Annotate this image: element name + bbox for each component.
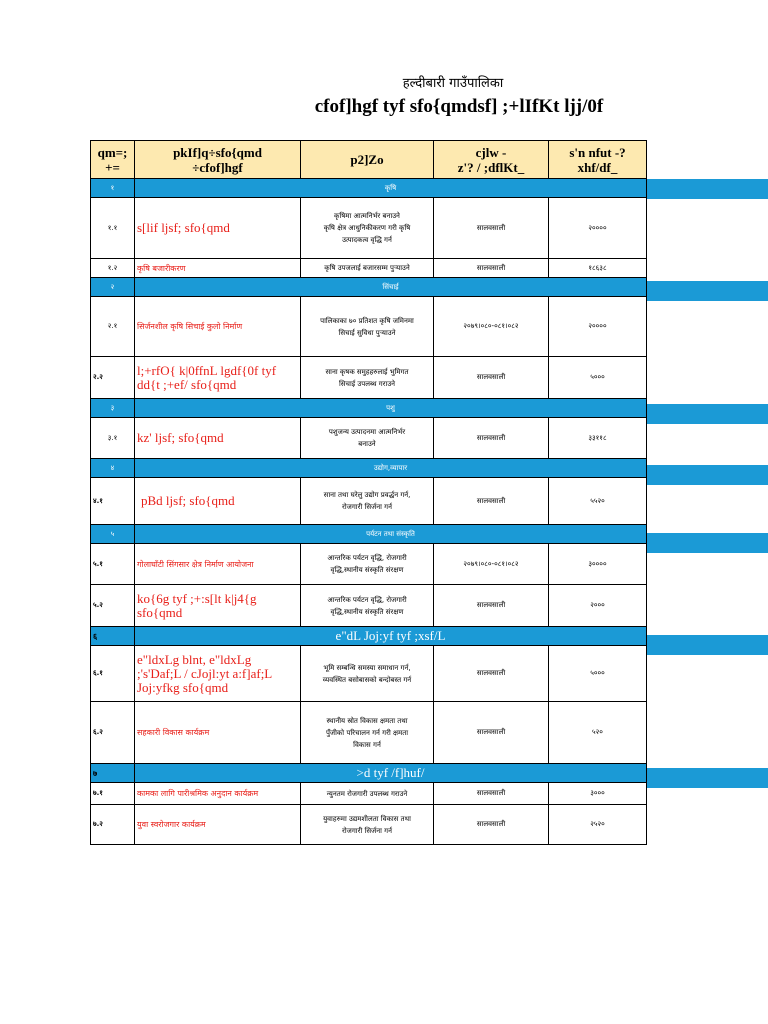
program-name: कृषि बजारीकरण: [135, 259, 301, 278]
cost-cell: २५२०: [549, 805, 647, 845]
program-name: कामका लागि पारीश्रमिक अनुदान कार्यक्रम: [135, 783, 301, 805]
section-label: पर्यटन तथा संस्कृति: [135, 525, 647, 544]
program-name: s[lif ljsf; sfo{qmd: [135, 198, 301, 259]
cost-cell: २०००: [549, 585, 647, 627]
section-strip: [646, 768, 768, 788]
table-row: [91, 646, 647, 702]
period-cell: सालवसाली: [434, 198, 549, 259]
section-label: >d tyf /f]huf/: [135, 764, 647, 783]
section-number: १: [91, 179, 135, 198]
cost-cell: २००००: [549, 198, 647, 259]
section-row: [91, 627, 647, 646]
col-cost-header: s'n nfut -? xhf/df_: [549, 141, 647, 179]
section-row: [91, 399, 647, 418]
row-number: १.१: [91, 198, 135, 259]
objective-line: आन्तरिक पर्यटन वृद्धि, रोजगारी: [327, 554, 407, 562]
period-cell: सालवसाली: [434, 805, 549, 845]
objective-cell: [301, 585, 434, 627]
section-number: ७: [91, 764, 135, 783]
section-number: २: [91, 278, 135, 297]
table-row: [91, 297, 647, 357]
program-name: e"ldxLg blnt, e"ldxLg ;'s'Daf;L / cJojl:yt a:f]af;L Joj:yfkg sfo{qmd: [135, 646, 301, 702]
objective-cell: [301, 783, 434, 805]
program-name: ko{6g tyf ;+:s[lt k|j4{g sfo{qmd: [135, 585, 301, 627]
program-summary-table: [90, 140, 647, 845]
col-serial-header: qm=; +=: [91, 141, 135, 179]
program-name: l;+rfO{ k|0ffnL lgdf{0f tyf dd{t ;+ef/ sfo{qmd: [135, 357, 301, 399]
objective-line: आन्तरिक पर्यटन वृद्धि, रोजगारी: [327, 595, 407, 604]
objective-line: साना तथा घरेलु उद्योग प्रवर्द्धन गर्न,: [323, 491, 411, 499]
cost-cell: ३००००: [549, 544, 647, 585]
section-number: ६: [91, 627, 135, 646]
table-row: [91, 585, 647, 627]
objective-line: बनाउने: [358, 440, 376, 448]
row-number: २.१: [91, 297, 135, 357]
table-row: [91, 259, 647, 278]
col-objective-header: p2]Zo: [301, 141, 434, 179]
row-number: ६.२: [91, 702, 135, 764]
section-row: [91, 278, 647, 297]
objective-line: कृषिमा आत्मनिर्भर बनाउने: [334, 212, 400, 220]
objective-cell: [301, 259, 434, 278]
cost-cell: २००००: [549, 297, 647, 357]
row-number: ७.२: [91, 805, 135, 845]
objective-line: पुँजीको परिचालन गर्न गरी क्षमता: [325, 728, 409, 737]
objective-line: रोजगारी सिर्जना गर्न: [341, 503, 392, 511]
objective-line: स्थानीय स्रोत विकास क्षमता तथा: [326, 716, 408, 725]
objective-line: न्युनतम रोजगारी उपलब्ध गराउने: [326, 789, 408, 798]
objective-cell: [301, 418, 434, 459]
objective-cell: [301, 544, 434, 585]
objective-cell: [301, 478, 434, 525]
objective-cell: [301, 357, 434, 399]
row-number: १.२: [91, 259, 135, 278]
objective-line: कृषि उपजलाई बजारसम्म पुऱ्याउने: [324, 264, 410, 272]
section-number: ३: [91, 399, 135, 418]
section-number: ४: [91, 459, 135, 478]
section-label: पशु: [135, 399, 647, 418]
period-cell: सालवसाली: [434, 702, 549, 764]
period-cell: सालवसाली: [434, 646, 549, 702]
program-name: सहकारी विकास कार्यक्रम: [135, 702, 301, 764]
row-number: ६.१: [91, 646, 135, 702]
municipality-name: हल्दीबारी गाउँपालिका: [402, 76, 504, 91]
section-label: उद्योग,व्यापार: [135, 459, 647, 478]
objective-line: वृद्धि,स्थानीय संस्कृति संरक्षण: [330, 607, 404, 616]
section-row: [91, 525, 647, 544]
section-row: [91, 459, 647, 478]
row-number: ३.१: [91, 418, 135, 459]
section-strip: [646, 533, 768, 553]
objective-cell: [301, 198, 434, 259]
table-row: [91, 783, 647, 805]
cost-cell: ५०००: [549, 646, 647, 702]
objective-cell: [301, 646, 434, 702]
table-row: [91, 805, 647, 845]
period-cell: सालवसाली: [434, 418, 549, 459]
section-label: e"dL Joj:yf tyf ;xsf/L: [135, 627, 647, 646]
objective-line: रोजगारी सिर्जना गर्न: [341, 826, 392, 835]
period-cell: सालवसाली: [434, 783, 549, 805]
objective-cell: [301, 297, 434, 357]
objective-line: कृषि क्षेत्र आधुनिकीकरण गरी कृषि: [323, 224, 411, 232]
col-program-header: pkIf]q÷sfo{qmd ÷cfof]hgf: [135, 141, 301, 179]
row-number: ४.१: [91, 478, 135, 525]
section-row: [91, 764, 647, 783]
table-row: [91, 357, 647, 399]
objective-cell: [301, 805, 434, 845]
row-number: २.२: [91, 357, 135, 399]
objective-line: सिचाई उपलब्ध गराउने: [338, 379, 396, 388]
objective-line: वृद्धि,स्थानीय संस्कृति संरक्षण: [330, 566, 404, 574]
objective-line: युवाहरुमा उद्यमशीलता विकास तथा: [323, 814, 411, 823]
row-number: ७.१: [91, 783, 135, 805]
program-name: pBd ljsf; sfo{qmd: [135, 478, 301, 525]
objective-line: विकास गर्न: [353, 740, 381, 749]
period-cell: सालवसाली: [434, 585, 549, 627]
cost-cell: ५२०: [549, 702, 647, 764]
program-name: सिर्जनशील कृषि सिचाई कुलो निर्माण: [135, 297, 301, 357]
cost-cell: ५०००: [549, 357, 647, 399]
section-label: सिंचाई: [135, 278, 647, 297]
section-strip: [646, 465, 768, 485]
table-row: [91, 544, 647, 585]
section-row: [91, 179, 647, 198]
cost-cell: ३३११८: [549, 418, 647, 459]
program-name: kz' ljsf; sfo{qmd: [135, 418, 301, 459]
section-strip: [646, 404, 768, 424]
objective-line: उत्पादकत्व वृद्धि गर्न: [342, 236, 392, 244]
objective-line: व्यवस्थित बसोबासको बन्दोबस्त गर्न: [322, 675, 412, 684]
header-row: [91, 141, 647, 179]
table-row: [91, 702, 647, 764]
objective-line: पालिकाका ७० प्रतिशत कृषि जमिनमा: [320, 316, 414, 325]
section-strip: [646, 635, 768, 655]
period-cell: सालवसाली: [434, 357, 549, 399]
col-period-header: cjlw - z'? / ;dflKt_: [434, 141, 549, 179]
period-cell: २०७९।०८०-०८१।०८२: [434, 297, 549, 357]
cost-cell: ५५२०: [549, 478, 647, 525]
cost-cell: ३०००: [549, 783, 647, 805]
cost-cell: १८६३८: [549, 259, 647, 278]
period-cell: सालवसाली: [434, 259, 549, 278]
objective-line: भूमि सम्बन्धि समस्या समाधान गर्न,: [323, 663, 411, 672]
objective-line: पशुजन्य उत्पादनमा आत्मनिर्भर: [328, 428, 406, 436]
objective-cell: [301, 702, 434, 764]
objective-line: साना कृषक समुहहरुलाई भुमिगत: [325, 367, 409, 376]
period-cell: सालवसाली: [434, 478, 549, 525]
document-title: cfof]hgf tyf sfo{qmdsf] ;+lIfKt ljj/0f: [314, 96, 604, 117]
section-strip: [646, 179, 768, 199]
program-name: युवा स्वरोजगार कार्यक्रम: [135, 805, 301, 845]
period-cell: २०७९।०८०-०८१।०८२: [434, 544, 549, 585]
table-row: [91, 418, 647, 459]
program-name: गोलाघाँटी सिंगसार क्षेत्र निर्माण आयोजना: [135, 544, 301, 585]
table-row: [91, 198, 647, 259]
row-number: ५.२: [91, 585, 135, 627]
section-strip: [646, 281, 768, 301]
table-row: [91, 478, 647, 525]
row-number: ५.१: [91, 544, 135, 585]
section-label: कृषि: [135, 179, 647, 198]
objective-line: सिचाई सुविधा पुऱ्याउने: [338, 328, 396, 337]
section-number: ५: [91, 525, 135, 544]
